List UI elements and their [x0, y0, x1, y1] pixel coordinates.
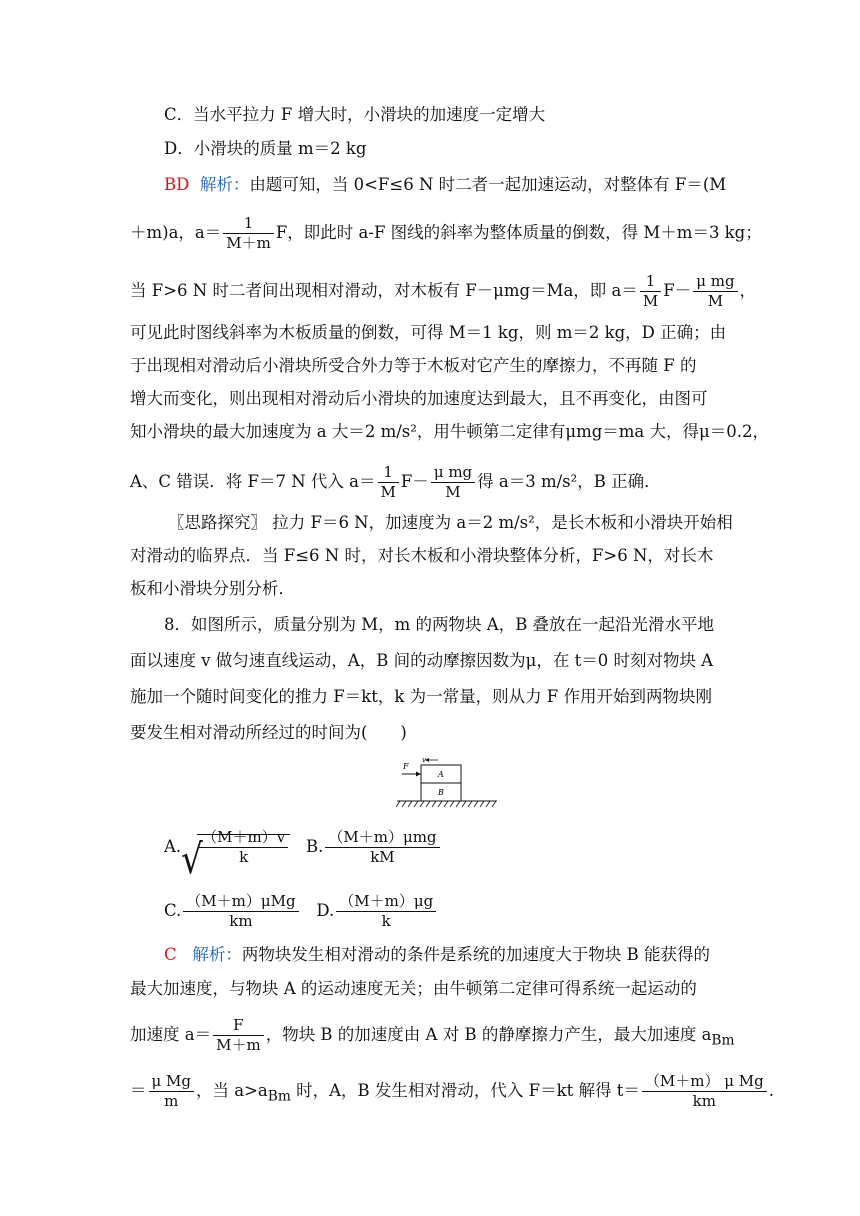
solution-1-line-6: 增大而变化，则出现相对滑动后小滑块的加速度达到最大，且不再变化，由图可: [130, 389, 708, 408]
analysis-label: 解析：: [192, 945, 242, 964]
solution-1-line-7: 知小滑块的最大加速度为 a 大＝2 m/s²，用牛顿第二定律有μmg＝ma 大，得μ＝0.2，: [130, 422, 769, 441]
fraction: $\frac{\text{（M＋m）μmg}}{kM}$: [325, 828, 439, 867]
option-c-line: C．当水平拉力 F 增大时，小滑块的加速度一定增大: [164, 105, 546, 124]
fraction: $\frac{F}{M+m}$: [213, 1016, 264, 1055]
question-8-line-2: 面以速度 v 做匀速直线运动，A，B 间的动摩擦因数为μ，在 t＝0 时刻对物块 A: [130, 651, 714, 670]
solution-1-line-8: A、C 错误．将 F＝7 N 代入 a＝ $\frac{1}{M}$ F－ $\frac{\text{μ mg}}{M}$ 得 a＝3 m/s²，B 正确．: [130, 463, 661, 501]
solution-1-line-5: 于出现相对滑动后小滑块所受合外力等于木板对它产生的摩擦力，不再随 F 的: [130, 356, 697, 375]
question-8-line-1: 8．如图所示，质量分别为 M，m 的两物块 A，B 叠放在一起沿光滑水平地: [164, 615, 715, 634]
fraction: $\frac{\text{μ mg}}{M}$: [693, 272, 737, 311]
option-c: C. $\frac{\text{（M＋m）μMg}}{km}$ D. $\frac{(M+m)\mu g}{k}$: [164, 892, 438, 931]
analysis-label: 解析：: [199, 175, 250, 194]
fraction: $\frac{1}{M}$: [640, 272, 661, 311]
solution-2-line-2: 最大加速度，与物块 A 的运动速度无关；由牛顿第二定律可得系统一起运动的: [130, 979, 697, 998]
explore-line-1: 〖思路探究〗 拉力 F＝6 N，加速度为 a＝2 m/s²，是长木板和小滑块开始相: [168, 513, 733, 532]
option-d-line: D．小滑块的质量 m＝2 kg: [164, 139, 367, 158]
velocity-label: v: [422, 756, 426, 764]
solution-2-line-4: ＝ $\frac{\text{μ Mg}}{m}$ ，当 $a>a_{Bm}$ 时，A，B 发生相对滑动，代入 F＝kt 解得 t＝ $\frac{\text{（M＋m） μ Mg}}{km}$ .: [130, 1072, 774, 1110]
fraction: $\frac{\text{μ Mg}}{m}$: [149, 1072, 194, 1111]
force-label: F: [403, 762, 409, 771]
fraction: $\frac{\text{μ mg}}{M}$: [431, 463, 475, 502]
fraction: $\frac{1}{M+m}$: [223, 214, 274, 253]
explore-line-2: 对滑动的临界点．当 F≤6 N 时，对长木板和小滑块整体分析，F>6 N，对长木: [130, 546, 714, 565]
solution-1-line-1: BD 解析：由题可知，当 0<F≤6 N 时二者一起加速运动，对整体有 F＝(M: [164, 175, 727, 194]
solution-1-line-4: 可见此时图线斜率为木板质量的倒数，可得 M＝1 kg，则 m＝2 kg，D 正确；由: [130, 323, 727, 342]
blocks-figure: [392, 755, 502, 810]
option-a: A. √ $\frac{(M+m)v}{k}$ B. $\frac{\text{（M＋m）μmg}}{kM}$: [164, 828, 442, 867]
fraction: $\frac{1}{M}$: [378, 463, 399, 502]
solution-2-line-1: C 解析：两物块发生相对滑动的条件是系统的加速度大于物块 B 能获得的: [164, 945, 710, 964]
fraction: $\frac{(M+m)v}{k}$: [199, 828, 288, 867]
explore-line-3: 板和小滑块分别分析．: [130, 579, 295, 598]
answer-badge: BD: [164, 175, 190, 194]
fraction: $\frac{(M+m)\mu g}{k}$: [336, 892, 436, 931]
question-8-line-4: 要发生相对滑动所经过的时间为( ): [130, 723, 407, 742]
fraction: $\frac{\text{（M＋m）μMg}}{km}$: [183, 892, 298, 931]
answer-badge: C: [164, 945, 177, 964]
block-a-label: A: [438, 770, 444, 779]
solution-1-line-2: ＋m)a，a＝ $\frac{1}{M+m}$ F，即此时 a-F 图线的斜率为整体质量的倒数，得 M＋m＝3 kg；: [130, 214, 762, 252]
fraction: $\frac{\text{（M＋m） μ Mg}}{km}$: [642, 1072, 767, 1111]
block-b-label: B: [438, 788, 444, 797]
solution-1-line-3: 当 F>6 N 时二者间出现相对滑动，对木板有 F－μmg＝Ma，即 a＝ $\frac{1}{M}$ F－ $\frac{\text{μ mg}}{M}$ ，: [130, 272, 757, 310]
sqrt: √ $\frac{(M+m)v}{k}$: [181, 828, 290, 867]
question-8-line-3: 施加一个随时间变化的推力 F＝kt，k 为一常量，则从力 F 作用开始到两物块刚: [130, 687, 713, 706]
solution-2-line-3: 加速度 a＝ $\frac{F}{M+m}$ ，物块 B 的加速度由 A 对 B 的静摩擦力产生，最大加速度 $a_{Bm}$: [130, 1016, 735, 1054]
